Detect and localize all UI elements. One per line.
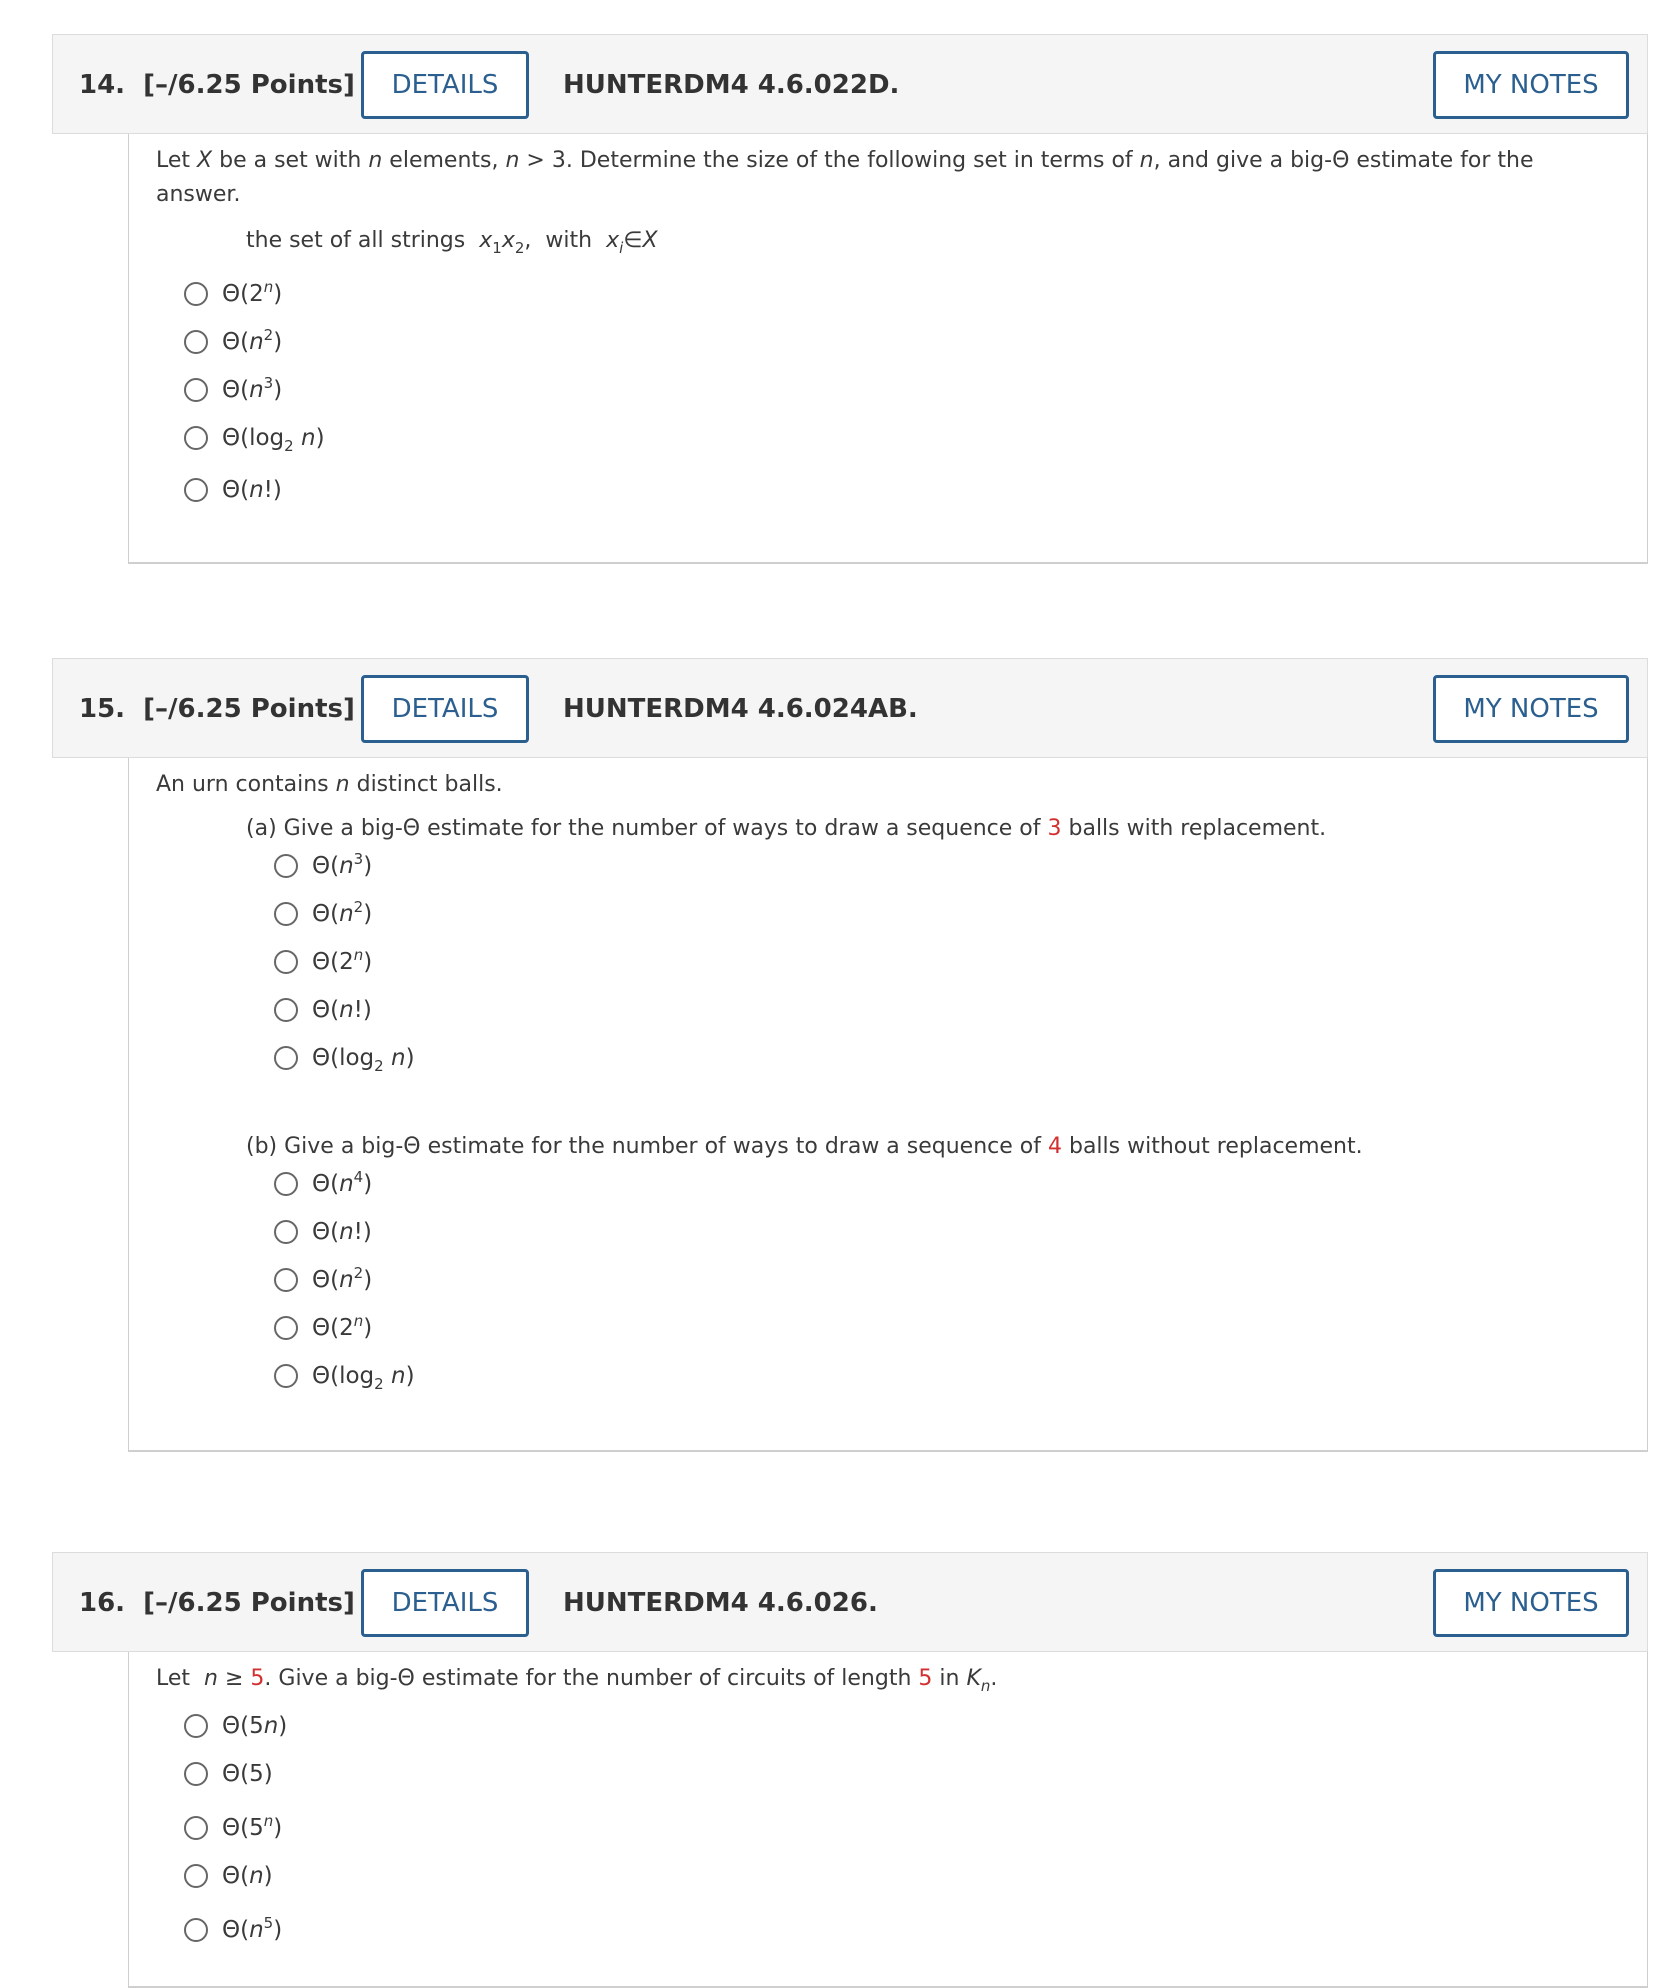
radio-button[interactable] (274, 1172, 298, 1196)
q14-code: HUNTERDM4 4.6.022D. (563, 70, 900, 100)
q15-details-button[interactable]: DETAILS (361, 675, 529, 743)
option-label: Θ(2$^n$) (222, 278, 283, 307)
prompt-value-2: 5 (918, 1666, 933, 1691)
option-label: $\Theta(n^2)$ (222, 326, 283, 355)
q14-option-1[interactable] (184, 274, 282, 314)
radio-button[interactable] (274, 950, 298, 974)
radio-button[interactable] (274, 1046, 298, 1070)
option-label: Θ(n!) (312, 997, 372, 1023)
option-label: $\Theta(n^2)$ (312, 898, 373, 927)
q14-option-4[interactable] (184, 418, 325, 458)
q15a-option-3[interactable] (274, 942, 372, 982)
option-label: Θ(n) (222, 1863, 273, 1889)
q15-number: 15. (79, 694, 126, 724)
q15-points: [–/6.25 Points] (143, 694, 355, 724)
option-label: $\Theta(n^2)$ (312, 1264, 373, 1293)
q16-my-notes-button[interactable]: MY NOTES (1433, 1569, 1629, 1637)
q15b-option-3[interactable] (274, 1260, 372, 1300)
q14-header (52, 34, 1648, 134)
q16-option-2[interactable] (184, 1754, 273, 1794)
option-label: Θ(5) (222, 1761, 273, 1787)
option-label: $\Theta(n^3)$ (222, 374, 283, 403)
radio-button[interactable] (274, 1364, 298, 1388)
q16-body (128, 1652, 1648, 1988)
q15b-option-2[interactable] (274, 1212, 372, 1252)
radio-button[interactable] (184, 1864, 208, 1888)
q15-prompt: An urn contains n distinct balls. (156, 772, 503, 797)
q14-option-5[interactable] (184, 470, 282, 510)
q16-header (52, 1552, 1648, 1652)
q14-body (128, 134, 1648, 564)
radio-button[interactable] (184, 478, 208, 502)
option-label: $\Theta(n^4)$ (312, 1168, 373, 1197)
q16-option-3[interactable] (184, 1808, 282, 1848)
q15-header (52, 658, 1648, 758)
q14-number: 14. (79, 70, 126, 100)
option-label: Θ(2$^n$) (312, 946, 373, 975)
option-label: Θ(n!) (312, 1219, 372, 1245)
radio-button[interactable] (184, 330, 208, 354)
q16-option-1[interactable] (184, 1706, 287, 1746)
q15b-option-4[interactable] (274, 1308, 372, 1348)
q14-points: [–/6.25 Points] (143, 70, 355, 100)
option-label: Θ(2$^n$) (312, 1312, 373, 1341)
q15-my-notes-button[interactable]: MY NOTES (1433, 675, 1629, 743)
q15-body (128, 758, 1648, 1452)
q14-prompt: Let X be a set with n elements, n > 3. Determine the size of the following set in terms of n, and give a big-Θ estimate for the (156, 148, 1534, 173)
option-label: $\Theta(\log_2$ n) (312, 1045, 415, 1075)
option-label: $\Theta(n^5)$ (222, 1914, 283, 1943)
q14-title (79, 35, 355, 135)
q16-option-5[interactable] (184, 1910, 282, 1950)
option-label: $\Theta(n^3)$ (312, 850, 373, 879)
q15a-option-5[interactable] (274, 1038, 415, 1078)
prompt-value-1: 5 (250, 1666, 265, 1691)
option-label: Θ(5n) (222, 1713, 288, 1739)
q16-option-4[interactable] (184, 1856, 273, 1896)
radio-button[interactable] (274, 902, 298, 926)
radio-button[interactable] (184, 1918, 208, 1942)
q14-details-button[interactable]: DETAILS (361, 51, 529, 119)
q16-code: HUNTERDM4 4.6.026. (563, 1588, 878, 1618)
q16-details-button[interactable]: DETAILS (361, 1569, 529, 1637)
q14-option-3[interactable] (184, 370, 282, 410)
q15-code: HUNTERDM4 4.6.024AB. (563, 694, 918, 724)
q14-set-description: the set of all strings $x_1x_2$, with $x_i\in X$ (246, 228, 658, 257)
q15-part-a-question: (a) Give a big-Θ estimate for the number of ways to draw a sequence of 3 balls with replacement. (246, 816, 1327, 841)
option-label: Θ(n!) (222, 477, 282, 503)
q15a-option-4[interactable] (274, 990, 372, 1030)
option-label: $\Theta(\log_2$ n) (312, 1363, 415, 1393)
radio-button[interactable] (184, 1762, 208, 1786)
q14-my-notes-button[interactable]: MY NOTES (1433, 51, 1629, 119)
q16-points: [–/6.25 Points] (143, 1588, 355, 1618)
q15-part-b-question: (b) Give a big-Θ estimate for the number of ways to draw a sequence of 4 balls without replacement. (246, 1134, 1363, 1159)
radio-button[interactable] (184, 378, 208, 402)
q15a-option-1[interactable] (274, 846, 372, 886)
q16-title (79, 1553, 355, 1653)
radio-button[interactable] (184, 426, 208, 450)
part-b-value: 4 (1047, 1134, 1062, 1159)
q14-prompt-line2: answer. (156, 182, 241, 207)
part-a-value: 3 (1047, 816, 1062, 841)
q15b-option-5[interactable] (274, 1356, 415, 1396)
q16-number: 16. (79, 1588, 126, 1618)
q15b-option-1[interactable] (274, 1164, 372, 1204)
radio-button[interactable] (274, 1268, 298, 1292)
radio-button[interactable] (274, 1220, 298, 1244)
q14-option-2[interactable] (184, 322, 282, 362)
radio-button[interactable] (274, 998, 298, 1022)
q15a-option-2[interactable] (274, 894, 372, 934)
radio-button[interactable] (184, 1816, 208, 1840)
radio-button[interactable] (184, 1714, 208, 1738)
option-label: Θ(5$^n$) (222, 1812, 283, 1841)
radio-button[interactable] (274, 854, 298, 878)
q16-prompt: Let n ≥ 5. Give a big-Θ estimate for the number of circuits of length 5 in $K_n$. (156, 1666, 998, 1695)
radio-button[interactable] (184, 282, 208, 306)
q15-title (79, 659, 355, 759)
radio-button[interactable] (274, 1316, 298, 1340)
option-label: $\Theta(\log_2$ n) (222, 425, 325, 455)
